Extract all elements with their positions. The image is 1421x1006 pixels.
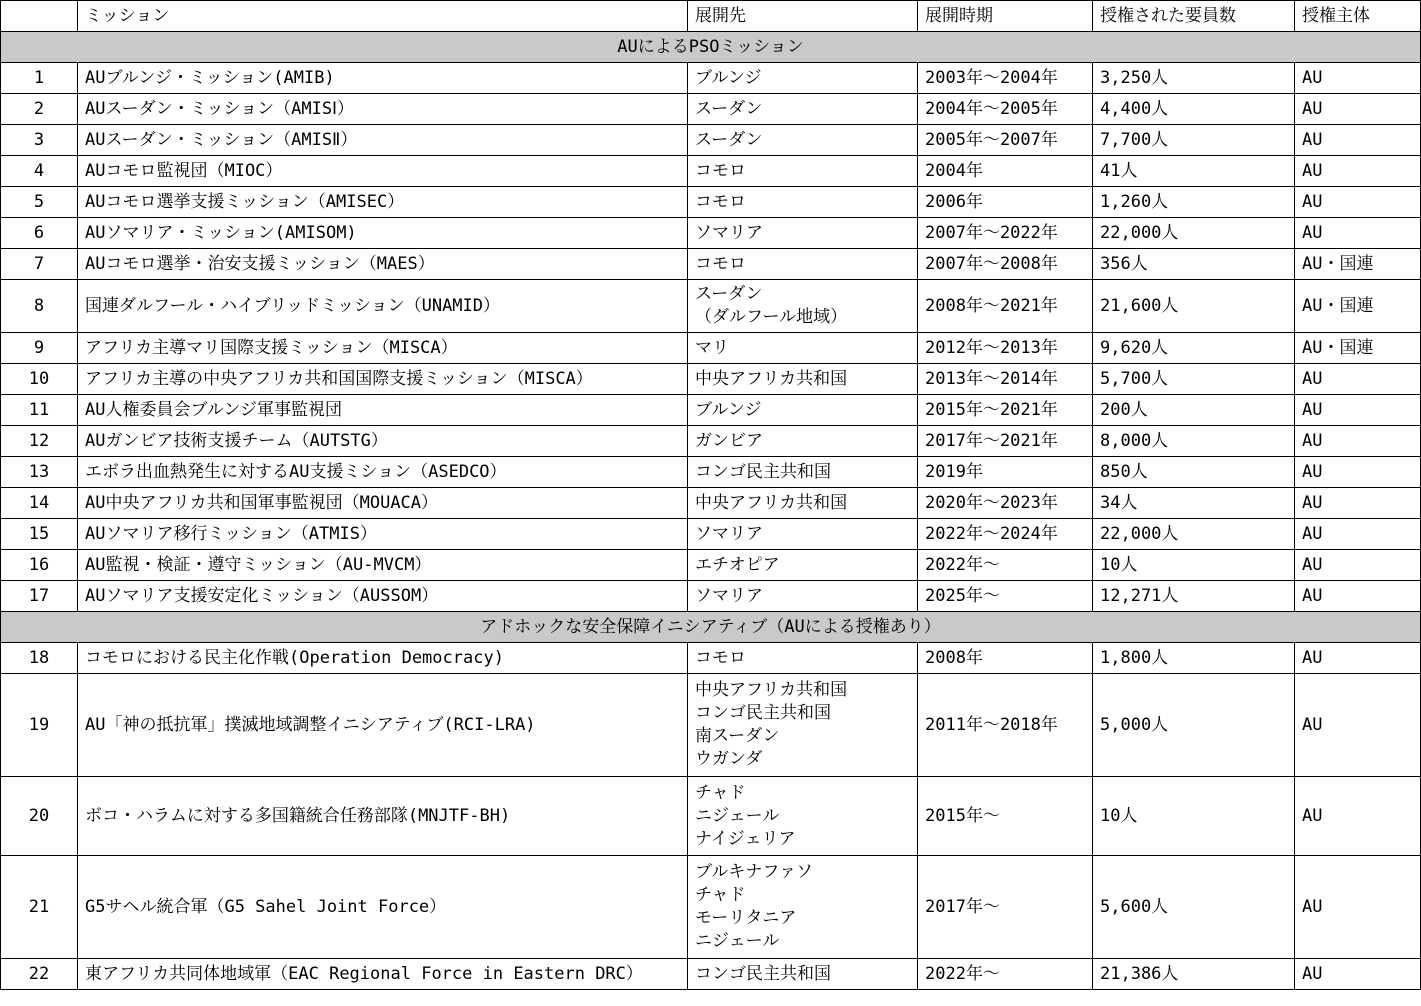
location-line: マリ — [695, 337, 729, 358]
authorizing-body: AU — [1295, 364, 1421, 395]
header-personnel: 授権された要員数 — [1093, 1, 1295, 32]
authorizing-body: AU — [1295, 777, 1421, 856]
table-row — [1, 125, 1421, 156]
location-line: 南スーダン — [695, 726, 780, 746]
mission-name: AUコモロ監視団（MIOC） — [78, 156, 688, 187]
deployment-location — [688, 581, 918, 612]
header-period: 展開時期 — [918, 1, 1093, 32]
mission-name: AU「神の抵抗軍」撲滅地域調整イニシアティブ(RCI-LRA) — [78, 674, 688, 777]
authorized-personnel: 34人 — [1093, 488, 1295, 519]
table-row — [1, 218, 1421, 249]
authorizing-body: AU — [1295, 125, 1421, 156]
deployment-period: 2008年 — [918, 643, 1093, 674]
deployment-location — [688, 777, 918, 856]
deployment-period: 2017年～2021年 — [918, 426, 1093, 457]
row-number: 22 — [1, 959, 78, 990]
section-header-row — [1, 32, 1421, 63]
authorized-personnel: 22,000人 — [1093, 218, 1295, 249]
authorized-personnel: 850人 — [1093, 457, 1295, 488]
mission-name: AUコモロ選挙支援ミッション（AMISEC） — [78, 187, 688, 218]
authorizing-body: AU — [1295, 674, 1421, 777]
deployment-period: 2004年～2005年 — [918, 94, 1093, 125]
location-line: チャド — [695, 885, 746, 905]
authorizing-body: AU — [1295, 63, 1421, 94]
location-line: コモロ — [695, 191, 746, 212]
deployment-location — [688, 856, 918, 959]
location-line: モーリタニア — [695, 908, 797, 928]
header-authority: 授権主体 — [1295, 1, 1421, 32]
deployment-location — [688, 395, 918, 426]
table-row — [1, 777, 1421, 856]
authorized-personnel: 5,700人 — [1093, 364, 1295, 395]
authorizing-body: AU — [1295, 550, 1421, 581]
deployment-period: 2015年～ — [918, 777, 1093, 856]
authorizing-body: AU — [1295, 488, 1421, 519]
deployment-location — [688, 125, 918, 156]
authorizing-body: AU — [1295, 426, 1421, 457]
deployment-period: 2019年 — [918, 457, 1093, 488]
row-number: 8 — [1, 280, 78, 333]
mission-name: AU人権委員会ブルンジ軍事監視団 — [78, 395, 688, 426]
row-number: 3 — [1, 125, 78, 156]
row-number: 6 — [1, 218, 78, 249]
deployment-location — [688, 674, 918, 777]
row-number: 20 — [1, 777, 78, 856]
authorized-personnel: 8,000人 — [1093, 426, 1295, 457]
table-row — [1, 156, 1421, 187]
section-title: アドホックな安全保障イニシアティブ（AUによる授権あり） — [1, 612, 1421, 643]
table-row — [1, 63, 1421, 94]
authorized-personnel: 3,250人 — [1093, 63, 1295, 94]
header-row — [1, 1, 1421, 32]
location-line: ソマリア — [695, 523, 763, 544]
mission-name: 東アフリカ共同体地域軍（EAC Regional Force in Eastern DRC） — [78, 959, 688, 990]
table-row — [1, 280, 1421, 333]
deployment-period: 2020年～2023年 — [918, 488, 1093, 519]
row-number: 19 — [1, 674, 78, 777]
deployment-period: 2015年～2021年 — [918, 395, 1093, 426]
mission-name: AUコモロ選挙・治安支援ミッション（MAES） — [78, 249, 688, 280]
location-line: スーダン — [695, 98, 763, 119]
table-row — [1, 643, 1421, 674]
table-row — [1, 550, 1421, 581]
deployment-location — [688, 488, 918, 519]
row-number: 15 — [1, 519, 78, 550]
table-row — [1, 856, 1421, 959]
authorizing-body: AU — [1295, 94, 1421, 125]
authorized-personnel: 4,400人 — [1093, 94, 1295, 125]
authorized-personnel: 10人 — [1093, 777, 1295, 856]
table-row — [1, 94, 1421, 125]
row-number: 9 — [1, 333, 78, 364]
authorizing-body: AU — [1295, 959, 1421, 990]
authorizing-body: AU — [1295, 218, 1421, 249]
location-line: コモロ — [695, 253, 746, 274]
deployment-period: 2008年～2021年 — [918, 280, 1093, 333]
deployment-period: 2005年～2007年 — [918, 125, 1093, 156]
row-number: 2 — [1, 94, 78, 125]
location-line: ニジェール — [695, 931, 780, 951]
location-line: チャド — [695, 782, 746, 803]
location-line: コモロ — [695, 647, 746, 668]
table-body — [1, 32, 1421, 990]
deployment-period: 2022年～ — [918, 550, 1093, 581]
authorized-personnel: 21,600人 — [1093, 280, 1295, 333]
authorizing-body: AU — [1295, 395, 1421, 426]
mission-name: AU監視・検証・遵守ミッション（AU-MVCM） — [78, 550, 688, 581]
deployment-location — [688, 333, 918, 364]
row-number: 16 — [1, 550, 78, 581]
deployment-period: 2003年～2004年 — [918, 63, 1093, 94]
authorized-personnel: 12,271人 — [1093, 581, 1295, 612]
location-line: ブルンジ — [695, 399, 762, 420]
table-row — [1, 674, 1421, 777]
authorizing-body: AU — [1295, 581, 1421, 612]
authorized-personnel: 7,700人 — [1093, 125, 1295, 156]
deployment-location — [688, 187, 918, 218]
header-location: 展開先 — [688, 1, 918, 32]
authorizing-body: AU — [1295, 856, 1421, 959]
authorized-personnel: 10人 — [1093, 550, 1295, 581]
deployment-location — [688, 959, 918, 990]
header-mission: ミッション — [78, 1, 688, 32]
table-row — [1, 395, 1421, 426]
mission-name: AUスーダン・ミッション（AMISⅡ） — [78, 125, 688, 156]
location-line: コンゴ民主共和国 — [695, 461, 831, 482]
authorizing-body: AU — [1295, 643, 1421, 674]
row-number: 21 — [1, 856, 78, 959]
location-line: ナイジェリア — [695, 828, 796, 849]
row-number: 10 — [1, 364, 78, 395]
authorizing-body: AU — [1295, 156, 1421, 187]
deployment-period: 2004年 — [918, 156, 1093, 187]
location-line: ソマリア — [695, 222, 763, 243]
row-number: 17 — [1, 581, 78, 612]
deployment-location — [688, 364, 918, 395]
authorizing-body: AU・国連 — [1295, 249, 1421, 280]
mission-name: ボコ・ハラムに対する多国籍統合任務部隊(MNJTF-BH) — [78, 777, 688, 856]
row-number: 1 — [1, 63, 78, 94]
authorized-personnel: 21,386人 — [1093, 959, 1295, 990]
mission-name: AUスーダン・ミッション（AMISⅠ） — [78, 94, 688, 125]
row-number: 4 — [1, 156, 78, 187]
location-line: エチオピア — [695, 554, 780, 575]
section-header-row — [1, 612, 1421, 643]
table-row — [1, 488, 1421, 519]
authorized-personnel: 1,260人 — [1093, 187, 1295, 218]
mission-name: AUソマリア・ミッション(AMISOM) — [78, 218, 688, 249]
deployment-location — [688, 550, 918, 581]
deployment-period: 2025年～ — [918, 581, 1093, 612]
location-line: コンゴ民主共和国 — [695, 963, 831, 984]
row-number: 5 — [1, 187, 78, 218]
authorized-personnel: 1,800人 — [1093, 643, 1295, 674]
deployment-location — [688, 94, 918, 125]
mission-name: 国連ダルフール・ハイブリッドミッション（UNAMID） — [78, 280, 688, 333]
deployment-period: 2007年～2022年 — [918, 218, 1093, 249]
mission-name: AU中央アフリカ共和国軍事監視団（MOUACA） — [78, 488, 688, 519]
deployment-period: 2007年～2008年 — [918, 249, 1093, 280]
mission-name: AUブルンジ・ミッション(AMIB) — [78, 63, 688, 94]
authorized-personnel: 9,620人 — [1093, 333, 1295, 364]
table-row — [1, 249, 1421, 280]
deployment-period: 2022年～ — [918, 959, 1093, 990]
deployment-location — [688, 643, 918, 674]
mission-name: AUソマリア移行ミッション（ATMIS） — [78, 519, 688, 550]
deployment-period: 2006年 — [918, 187, 1093, 218]
mission-name: AUソマリア支援安定化ミッション（AUSSOM） — [78, 581, 688, 612]
authorized-personnel: 5,600人 — [1093, 856, 1295, 959]
authorized-personnel: 5,000人 — [1093, 674, 1295, 777]
mission-name: アフリカ主導マリ国際支援ミッション（MISCA） — [78, 333, 688, 364]
authorizing-body: AU・国連 — [1295, 280, 1421, 333]
deployment-location — [688, 280, 918, 333]
authorized-personnel: 22,000人 — [1093, 519, 1295, 550]
row-number: 11 — [1, 395, 78, 426]
deployment-location — [688, 156, 918, 187]
location-line: 中央アフリカ共和国 — [695, 368, 848, 389]
authorizing-body: AU — [1295, 187, 1421, 218]
table-row — [1, 187, 1421, 218]
deployment-location — [688, 426, 918, 457]
deployment-period: 2017年～ — [918, 856, 1093, 959]
location-line: スーダン — [695, 284, 763, 304]
location-line: ブルキナファソ — [695, 862, 813, 882]
deployment-location — [688, 63, 918, 94]
table-row — [1, 333, 1421, 364]
row-number: 7 — [1, 249, 78, 280]
section-title: AUによるPSOミッション — [1, 32, 1421, 63]
deployment-location — [688, 457, 918, 488]
location-line: 中央アフリカ共和国 — [695, 680, 848, 700]
row-number: 18 — [1, 643, 78, 674]
table-row — [1, 457, 1421, 488]
row-number: 14 — [1, 488, 78, 519]
location-line: ニジェール — [695, 805, 780, 826]
location-line: ブルンジ — [695, 67, 762, 88]
location-line: 中央アフリカ共和国 — [695, 492, 848, 513]
authorized-personnel: 356人 — [1093, 249, 1295, 280]
table-row — [1, 959, 1421, 990]
mission-name: アフリカ主導の中央アフリカ共和国国際支援ミッション（MISCA） — [78, 364, 688, 395]
location-line: ガンビア — [695, 430, 763, 451]
location-line: ソマリア — [695, 585, 763, 606]
authorizing-body: AU・国連 — [1295, 333, 1421, 364]
table-row — [1, 581, 1421, 612]
mission-name: AUガンビア技術支援チーム（AUTSTG） — [78, 426, 688, 457]
header-no — [1, 1, 78, 32]
row-number: 13 — [1, 457, 78, 488]
deployment-period: 2012年～2013年 — [918, 333, 1093, 364]
deployment-period: 2011年～2018年 — [918, 674, 1093, 777]
location-line: （ダルフール地域） — [695, 307, 848, 327]
table-row — [1, 426, 1421, 457]
location-line: ウガンダ — [695, 749, 763, 769]
deployment-location — [688, 249, 918, 280]
location-line: コモロ — [695, 160, 746, 181]
mission-name: エボラ出血熱発生に対するAU支援ミション（ASEDCO） — [78, 457, 688, 488]
location-line: スーダン — [695, 129, 763, 150]
deployment-location — [688, 218, 918, 249]
row-number: 12 — [1, 426, 78, 457]
deployment-period: 2022年～2024年 — [918, 519, 1093, 550]
authorized-personnel: 200人 — [1093, 395, 1295, 426]
authorized-personnel: 41人 — [1093, 156, 1295, 187]
deployment-period: 2013年～2014年 — [918, 364, 1093, 395]
table-row — [1, 364, 1421, 395]
table-row — [1, 519, 1421, 550]
authorizing-body: AU — [1295, 519, 1421, 550]
authorizing-body: AU — [1295, 457, 1421, 488]
mission-name: コモロにおける民主化作戦(Operation Democracy) — [78, 643, 688, 674]
mission-name: G5サヘル統合軍（G5 Sahel Joint Force） — [78, 856, 688, 959]
deployment-location — [688, 519, 918, 550]
location-line: コンゴ民主共和国 — [695, 703, 831, 723]
